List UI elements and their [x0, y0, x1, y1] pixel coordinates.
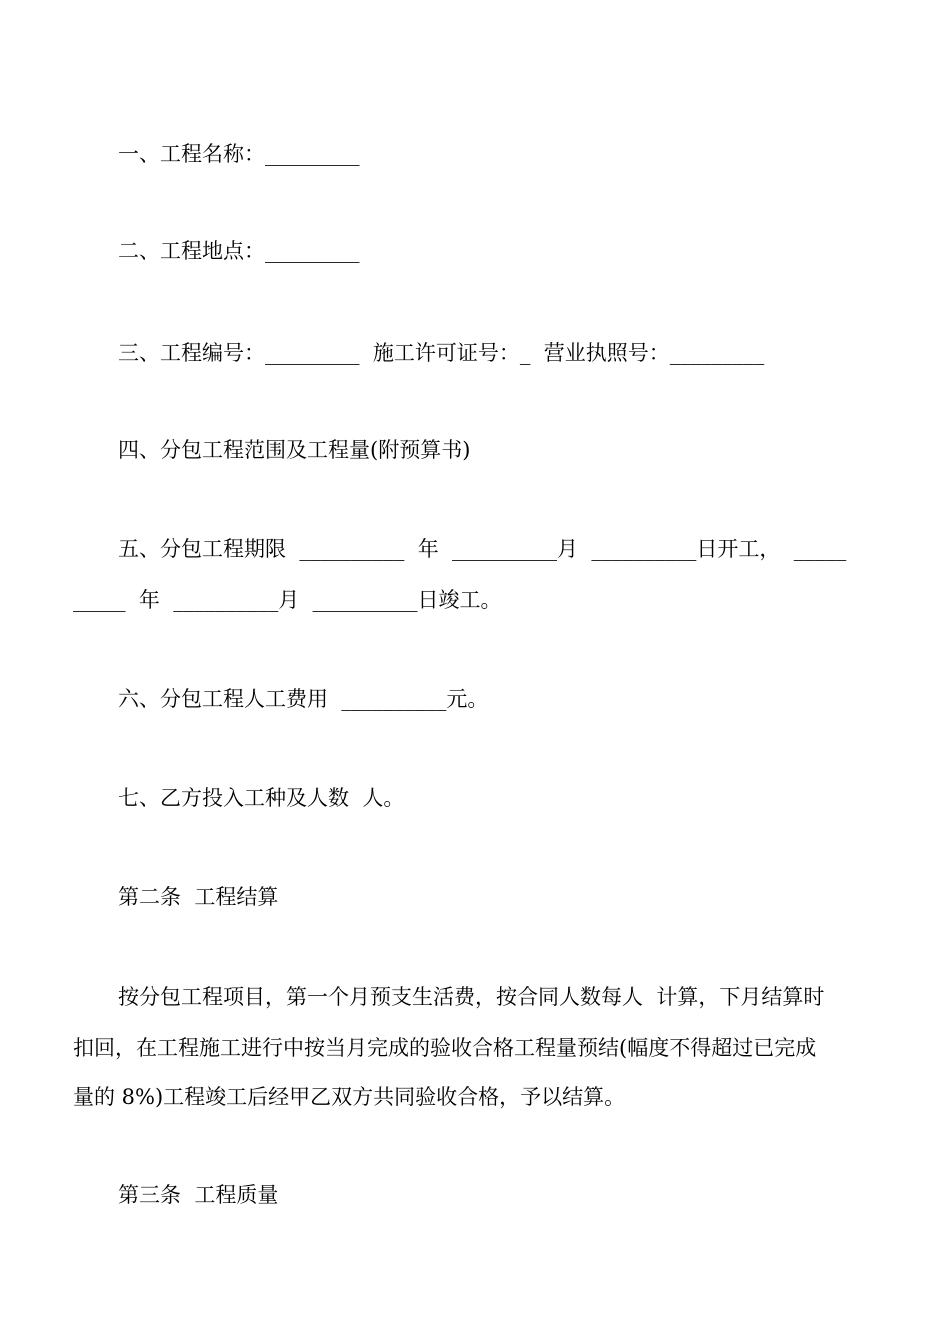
item-project-location: 二、工程地点：_________	[118, 239, 360, 263]
article2-paragraph-line2: 扣回，在工程施工进行中按当月完成的验收合格工程量预结(幅度不得超过已完成	[73, 1036, 817, 1060]
article2-paragraph-line3: 量的 8%)工程竣工后经甲乙双方共同验收合格，予以结算。	[73, 1085, 626, 1109]
item-workers: 七、乙方投入工种及人数 人。	[118, 786, 405, 810]
item-project-name: 一、工程名称：_________	[118, 142, 360, 166]
item-labor-cost: 六、分包工程人工费用 __________元。	[118, 687, 489, 711]
item-subcontract-period-line1: 五、分包工程期限 __________ 年 __________月 __________日开工， _____	[118, 537, 847, 561]
article2-paragraph-line1: 按分包工程项目，第一个月预支生活费，按合同人数每人 计算，下月结算时	[118, 985, 825, 1009]
article3-heading: 第三条 工程质量	[118, 1183, 279, 1207]
item-subcontract-scope: 四、分包工程范围及工程量(附预算书)	[118, 438, 471, 462]
item-subcontract-period-line2: _____ 年 __________月 __________日竣工。	[73, 588, 502, 612]
item-project-number: 三、工程编号：_________ 施工许可证号：_ 营业执照号：_________	[118, 341, 765, 365]
article2-heading: 第二条 工程结算	[118, 885, 279, 909]
